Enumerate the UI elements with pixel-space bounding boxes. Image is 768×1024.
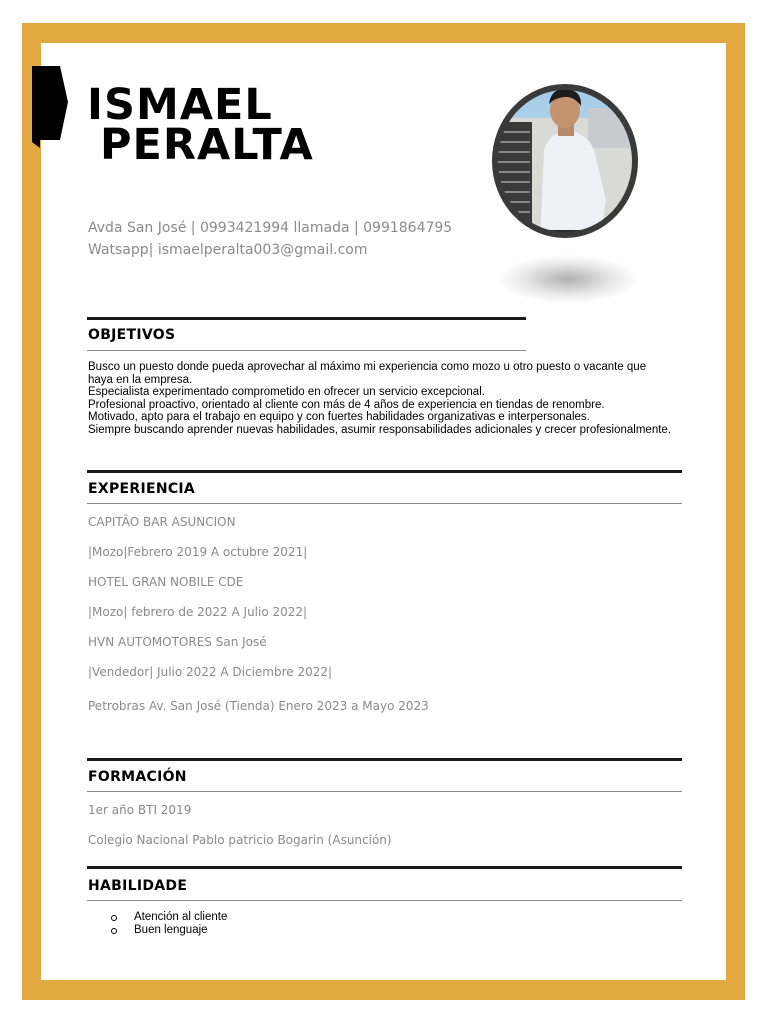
objetivos-line: Motivado, apto para el trabajo en equipo y con fuertes habilidades organizativas e interpersonales.: [88, 411, 590, 424]
habilidade-rule-bottom: [87, 900, 682, 901]
profile-photo: [488, 80, 642, 242]
first-name: ISMAEL: [87, 80, 273, 130]
experiencia-rule-top: [87, 470, 682, 473]
experiencia-heading: EXPERIENCIA: [88, 481, 196, 497]
objetivos-heading: OBJETIVOS: [88, 327, 176, 343]
experiencia-entry: |Mozo|Febrero 2019 A octubre 2021|: [88, 545, 308, 559]
objetivos-rule-bottom: [87, 350, 526, 351]
formacion-rule-top: [87, 758, 682, 761]
objetivos-line: Especialista experimentado comprometido en ofrecer un servicio excepcional.: [88, 386, 485, 399]
skills-list: [108, 911, 227, 936]
last-name: PERALTA: [100, 120, 314, 170]
circle-bullet-icon: [111, 915, 117, 921]
formacion-entry: 1er año BTI 2019: [88, 803, 192, 817]
contact-line-2: Watsapp| ismaelperalta003@gmail.com: [88, 242, 368, 258]
skill-item: [108, 911, 227, 924]
experiencia-entry: HVN AUTOMOTORES San José: [88, 635, 267, 649]
objetivos-line: Siempre buscando aprender nuevas habilidades, asumir responsabilidades adicionales y crecer profesionalmente.: [88, 423, 672, 436]
skill-label: Atención al cliente: [134, 911, 228, 923]
skill-item: [108, 924, 227, 937]
formacion-rule-bottom: [87, 791, 682, 792]
experiencia-entry: CAPITÃO BAR ASUNCION: [88, 515, 236, 529]
experiencia-entry: |Mozo| febrero de 2022 A Julio 2022|: [88, 605, 308, 619]
objetivos-line: Profesional proactivo, orientado al cliente con más de 4 años de experiencia en tiendas de renombre.: [88, 398, 605, 411]
experiencia-entry: Petrobras Av. San José (Tienda) Enero 2023 a Mayo 2023: [88, 699, 429, 713]
objetivos-line: Busco un puesto donde pueda aprovechar al máximo mi experiencia como mozo u otro puesto o vacante que: [88, 361, 647, 373]
habilidade-rule-top: [87, 866, 682, 869]
objetivos-line: haya en la empresa.: [88, 373, 193, 386]
contact-line-1: Avda San José | 0993421994 llamada | 0991864795: [88, 220, 453, 236]
objetivos-rule-top: [87, 317, 526, 320]
formacion-entry: Colegio Nacional Pablo patricio Bogarin (Asunción): [88, 833, 392, 847]
circle-bullet-icon: [111, 928, 117, 934]
experiencia-entry: HOTEL GRAN NOBILE CDE: [88, 575, 244, 589]
objetivos-text: [88, 361, 698, 437]
skill-label: Buen lenguaje: [134, 923, 208, 936]
habilidade-heading: HABILIDADE: [88, 878, 188, 894]
header-tab-decoration: [32, 66, 68, 148]
experiencia-entry: |Vendedor| Julio 2022 A Diciembre 2022|: [88, 665, 333, 679]
photo-shadow: [498, 255, 638, 303]
formacion-heading: FORMACIÓN: [88, 769, 187, 785]
experiencia-rule-bottom: [87, 503, 682, 504]
